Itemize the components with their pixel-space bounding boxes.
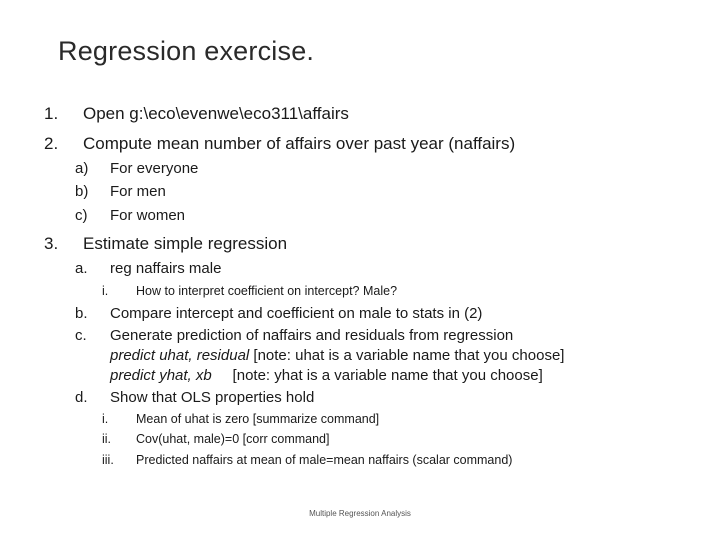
subitem-number: a): [75, 160, 89, 177]
subitem-number: b): [75, 183, 89, 200]
subitem-text: reg naffairs male: [110, 260, 222, 277]
subitem-number: b.: [75, 305, 88, 322]
subitem-number: a.: [75, 260, 88, 277]
subitem-text: Show that OLS properties hold: [110, 389, 315, 406]
subsubitem-text: Mean of uhat is zero [summarize command]: [136, 412, 380, 426]
subsubitem-text: Cov(uhat, male)=0 [corr command]: [136, 432, 330, 446]
item-number: 3.: [44, 234, 59, 253]
subitem-text: Compare intercept and coefficient on male to stats in (2): [110, 305, 483, 322]
subsubitem-text: How to interpret coefficient on intercept? Male?: [136, 284, 398, 298]
item-number: 2.: [44, 134, 59, 153]
command-text: predict yhat, xb: [110, 367, 212, 384]
subsubitem-text: Predicted naffairs at mean of male=mean naffairs (scalar command): [136, 453, 513, 467]
subitem-number: c.: [75, 327, 87, 344]
item-number: 1.: [44, 104, 59, 123]
subsubitem-number: iii.: [102, 453, 114, 467]
subitem-number: c): [75, 207, 88, 224]
command-line: [110, 347, 564, 364]
subitem-text: For everyone: [110, 160, 199, 177]
subitem-text: For men: [110, 183, 166, 200]
subitem-number: d.: [75, 389, 88, 406]
command-line: [110, 367, 543, 384]
subitem-text: For women: [110, 207, 186, 224]
item-text: Estimate simple regression: [83, 234, 288, 253]
command-note: [note: yhat is a variable name that you choose]: [211, 367, 543, 384]
item-text: Compute mean number of affairs over past year (naffairs): [83, 134, 516, 153]
command-note: [note: uhat is a variable name that you choose]: [249, 347, 565, 364]
command-text: predict uhat, residual: [110, 347, 250, 364]
slide-footer: Multiple Regression Analysis: [309, 509, 411, 518]
subsubitem-number: ii.: [102, 432, 112, 446]
subsubitem-number: i.: [102, 412, 109, 426]
subsubitem-number: i.: [102, 284, 109, 298]
subitem-text: Generate prediction of naffairs and residuals from regression: [110, 327, 514, 344]
slide-title: Regression exercise.: [58, 36, 315, 66]
item-text: Open g:\eco\evenwe\eco311\affairs: [83, 104, 349, 123]
